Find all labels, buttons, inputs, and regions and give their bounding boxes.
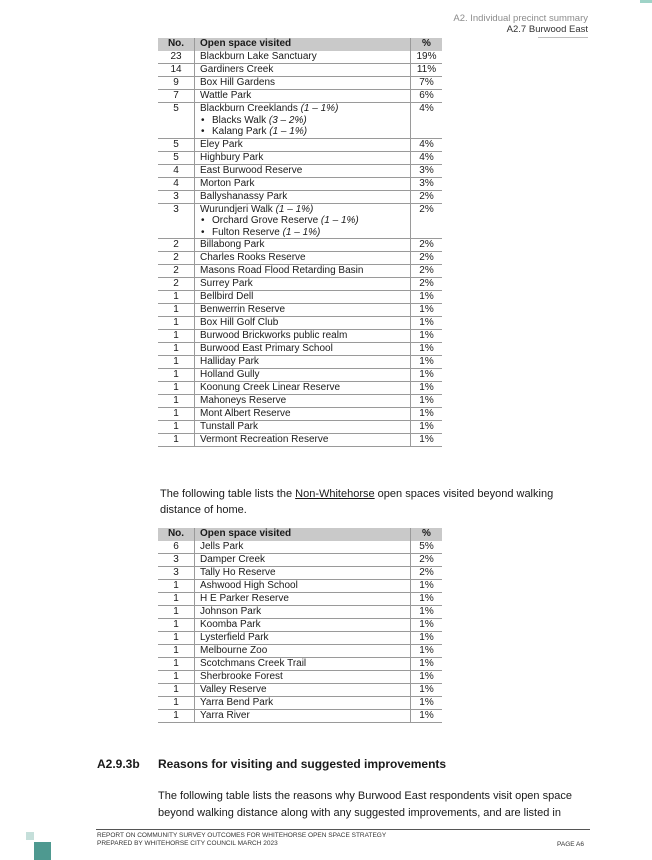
open-space-name-cell (195, 606, 411, 619)
open-space-name-cell (195, 304, 411, 317)
visit-count-cell: 2 (158, 278, 195, 291)
col-header-no: No. (158, 38, 195, 51)
open-space-name-cell (195, 330, 411, 343)
percentage-cell: 1% (411, 330, 443, 343)
open-space-name-cell (195, 278, 411, 291)
visit-count-cell: 3 (158, 190, 195, 203)
open-space-name-cell (195, 190, 411, 203)
percentage-cell: 4% (411, 103, 443, 139)
open-space-name: Wattle Park (200, 90, 252, 101)
percentage-cell: 1% (411, 658, 443, 671)
open-space-name-cell (195, 252, 411, 265)
running-header (453, 13, 588, 35)
table-row (158, 330, 442, 343)
visit-count-cell: 5 (158, 103, 195, 139)
sub-location-note: (1 – 1%) (279, 226, 321, 238)
open-space-name-cell (195, 164, 411, 177)
visit-count-cell: 1 (158, 382, 195, 395)
percentage-cell: 2% (411, 278, 443, 291)
table-row (158, 710, 442, 723)
open-space-name: Sherbrooke Forest (200, 671, 283, 682)
open-space-name: Gardiners Creek (200, 64, 274, 75)
sub-location-name: Kalang Park (212, 126, 267, 137)
table-row (158, 304, 442, 317)
visit-count-cell: 1 (158, 304, 195, 317)
table-row (158, 606, 442, 619)
open-space-name: Burwood East Primary School (200, 343, 333, 354)
visit-count-cell: 3 (158, 567, 195, 580)
table-row (158, 151, 442, 164)
visit-count-cell: 3 (158, 203, 195, 239)
visit-count-cell: 1 (158, 580, 195, 593)
sub-location-item (200, 227, 405, 239)
percentage-cell: 3% (411, 164, 443, 177)
open-space-name: Box Hill Gardens (200, 77, 276, 88)
visit-count-cell: 1 (158, 330, 195, 343)
open-space-name: Blackburn Lake Sanctuary (200, 51, 317, 62)
percentage-cell: 1% (411, 291, 443, 304)
open-space-name: Surrey Park (200, 278, 253, 289)
table-row (158, 265, 442, 278)
percentage-cell: 11% (411, 64, 443, 77)
percentage-cell: 2% (411, 567, 443, 580)
sub-location-note: (1 – 1%) (266, 126, 308, 137)
open-space-name: Lysterfield Park (200, 632, 269, 643)
table-row (158, 103, 442, 139)
visit-count-cell: 7 (158, 90, 195, 103)
percentage-cell: 1% (411, 632, 443, 645)
non-whitehorse-intro (160, 486, 580, 518)
percentage-cell: 1% (411, 645, 443, 658)
open-space-name: Yarra River (200, 710, 250, 721)
table-row (158, 164, 442, 177)
open-space-name-cell (195, 343, 411, 356)
table-row (158, 580, 442, 593)
open-space-name: Koonung Creek Linear Reserve (200, 382, 341, 393)
open-space-name: Vermont Recreation Reserve (200, 434, 329, 445)
table-row (158, 684, 442, 697)
table-row (158, 177, 442, 190)
visit-count-cell: 3 (158, 554, 195, 567)
open-space-name: Halliday Park (200, 356, 259, 367)
open-space-name-cell (195, 369, 411, 382)
open-space-name: Benwerrin Reserve (200, 304, 286, 315)
table-row (158, 343, 442, 356)
percentage-cell: 2% (411, 265, 443, 278)
visit-count-cell: 1 (158, 369, 195, 382)
table-row (158, 356, 442, 369)
open-space-name: Billabong Park (200, 239, 265, 250)
percentage-cell: 1% (411, 593, 443, 606)
open-space-name: Jells Park (200, 541, 244, 552)
percentage-cell: 1% (411, 606, 443, 619)
table-row (158, 317, 442, 330)
open-space-name-cell (195, 151, 411, 164)
visit-count-cell: 1 (158, 593, 195, 606)
table-row (158, 190, 442, 203)
table-row (158, 138, 442, 151)
col-header-no: No. (158, 528, 195, 541)
table-row (158, 697, 442, 710)
visit-count-cell: 1 (158, 632, 195, 645)
open-space-name-cell (195, 265, 411, 278)
footer-text (97, 832, 386, 848)
open-space-name-cell (195, 77, 411, 90)
col-header-pct: % (411, 38, 443, 51)
percentage-cell: 1% (411, 343, 443, 356)
percentage-cell: 1% (411, 421, 443, 434)
percentage-cell: 1% (411, 382, 443, 395)
open-space-name: Tunstall Park (200, 421, 258, 432)
open-space-name: Highbury Park (200, 151, 264, 163)
footer-line-2: PREPARED BY WHITEHORSE CITY COUNCIL MARCH 2023 (97, 840, 278, 847)
open-space-name: Damper Creek (200, 554, 266, 565)
col-header-site: Open space visited (195, 528, 411, 541)
open-space-name: Tally Ho Reserve (200, 567, 276, 578)
footer-rule (96, 829, 590, 830)
sub-location-item (200, 215, 405, 227)
visit-count-cell: 1 (158, 671, 195, 684)
open-space-name-cell (195, 710, 411, 723)
open-space-name-cell (195, 645, 411, 658)
table-header-row (158, 38, 442, 51)
table-row (158, 90, 442, 103)
open-space-name: Blackburn Creeklands (200, 103, 298, 114)
open-space-name-cell (195, 51, 411, 64)
open-space-name-cell (195, 554, 411, 567)
open-space-name-cell (195, 567, 411, 580)
open-space-name-cell (195, 395, 411, 408)
visit-count-cell: 2 (158, 252, 195, 265)
table-row (158, 593, 442, 606)
visit-count-cell: 1 (158, 710, 195, 723)
percentage-cell: 1% (411, 369, 443, 382)
table-row (158, 434, 442, 447)
percentage-cell: 1% (411, 580, 443, 593)
open-space-name-cell (195, 619, 411, 632)
section-title: Reasons for visiting and suggested improvements (158, 757, 447, 771)
table-row (158, 369, 442, 382)
col-header-pct: % (411, 528, 443, 541)
open-space-name-cell (195, 541, 411, 554)
open-space-name-cell (195, 382, 411, 395)
visit-count-cell: 9 (158, 77, 195, 90)
open-space-name-cell (195, 697, 411, 710)
open-space-name-cell (195, 138, 411, 151)
percentage-cell: 7% (411, 77, 443, 90)
open-space-name: Mahoneys Reserve (200, 395, 287, 406)
non-whitehorse-open-space-table (158, 528, 442, 723)
open-space-name-cell (195, 317, 411, 330)
open-space-name: East Burwood Reserve (200, 164, 303, 176)
open-space-name-cell (195, 356, 411, 369)
percentage-cell: 1% (411, 356, 443, 369)
intro-text-before: The following table lists the (160, 488, 296, 500)
open-space-name-cell (195, 684, 411, 697)
open-space-name-cell (195, 103, 411, 139)
header-line-2: A2.7 Burwood East (506, 24, 588, 35)
table-row (158, 382, 442, 395)
open-space-name-cell (195, 593, 411, 606)
footer-logo-square-light (26, 832, 34, 840)
table-row (158, 658, 442, 671)
open-space-name-cell (195, 239, 411, 252)
sub-location-name: Fulton Reserve (212, 226, 280, 238)
open-space-name: Burwood Brickworks public realm (200, 330, 348, 341)
percentage-cell: 1% (411, 434, 443, 447)
percentage-cell: 2% (411, 554, 443, 567)
percentage-cell: 2% (411, 239, 443, 252)
footer-logo-square-dark (34, 842, 51, 860)
visit-count-cell: 1 (158, 356, 195, 369)
open-space-name-cell (195, 658, 411, 671)
sub-location-item (200, 126, 405, 138)
open-space-name-cell (195, 291, 411, 304)
visit-count-cell: 4 (158, 177, 195, 190)
table-row (158, 408, 442, 421)
visit-count-cell: 1 (158, 684, 195, 697)
visit-count-cell: 1 (158, 658, 195, 671)
percentage-cell: 1% (411, 684, 443, 697)
visit-count-cell: 1 (158, 606, 195, 619)
non-whitehorse-link-text: Non-Whitehorse (295, 488, 375, 500)
visit-count-cell: 1 (158, 317, 195, 330)
open-space-name-cell (195, 177, 411, 190)
percentage-cell: 2% (411, 203, 443, 239)
visit-count-cell: 5 (158, 138, 195, 151)
open-space-name: Yarra Bend Park (200, 697, 274, 708)
section-body: The following table lists the reasons why Burwood East respondents visit open space beyond walking distance along with any suggested improvements, and are listed in (158, 790, 572, 819)
open-space-name: Morton Park (200, 177, 255, 189)
open-space-name-cell (195, 671, 411, 684)
table-row (158, 64, 442, 77)
table-row (158, 671, 442, 684)
open-space-name: Masons Road Flood Retarding Basin (200, 265, 364, 276)
percentage-cell: 2% (411, 252, 443, 265)
visit-count-cell: 4 (158, 164, 195, 177)
open-space-name: Koomba Park (200, 619, 261, 630)
open-space-name-cell (195, 421, 411, 434)
percentage-cell: 1% (411, 619, 443, 632)
visit-count-cell: 23 (158, 51, 195, 64)
visit-count-cell: 1 (158, 619, 195, 632)
table-row (158, 239, 442, 252)
page-number: PAGE A6 (557, 841, 584, 848)
percentage-cell: 6% (411, 90, 443, 103)
table-row (158, 77, 442, 90)
table-row (158, 203, 442, 239)
table-row (158, 632, 442, 645)
table-row (158, 421, 442, 434)
visit-count-cell: 1 (158, 408, 195, 421)
table-header-row (158, 528, 442, 541)
open-space-name: Ashwood High School (200, 580, 298, 591)
percentage-cell: 4% (411, 151, 443, 164)
sub-location-name: Blacks Walk (212, 114, 267, 126)
open-space-name: Box Hill Golf Club (200, 317, 279, 328)
open-space-name-cell (195, 632, 411, 645)
header-rule (538, 37, 588, 38)
open-space-name-cell (195, 203, 411, 239)
open-space-name: Holland Gully (200, 369, 260, 380)
open-space-note: (1 – 1%) (272, 203, 314, 215)
open-space-name: Wurundjeri Walk (200, 203, 273, 215)
table-row (158, 278, 442, 291)
open-space-name: Bellbird Dell (200, 291, 254, 302)
open-space-note: (1 – 1%) (297, 103, 339, 114)
percentage-cell: 1% (411, 317, 443, 330)
open-space-name: Valley Reserve (200, 684, 267, 695)
open-space-name: Charles Rooks Reserve (200, 252, 306, 263)
open-space-name: H E Parker Reserve (200, 593, 289, 604)
sub-location-note: (1 – 1%) (318, 215, 359, 226)
open-space-name: Mont Albert Reserve (200, 408, 291, 419)
visit-count-cell: 1 (158, 434, 195, 447)
open-space-name: Ballyshanassy Park (200, 190, 288, 202)
open-space-name-cell (195, 434, 411, 447)
visit-count-cell: 6 (158, 541, 195, 554)
table-row (158, 554, 442, 567)
sub-location-note: (3 – 2%) (266, 114, 307, 126)
visit-count-cell: 2 (158, 239, 195, 252)
section-number: A2.9.3b (97, 757, 140, 771)
visit-count-cell: 14 (158, 64, 195, 77)
visit-count-cell: 1 (158, 697, 195, 710)
sub-location-name: Orchard Grove Reserve (212, 215, 319, 226)
percentage-cell: 1% (411, 697, 443, 710)
percentage-cell: 1% (411, 395, 443, 408)
table-row (158, 252, 442, 265)
percentage-cell: 4% (411, 138, 443, 151)
table-row (158, 645, 442, 658)
table-row (158, 291, 442, 304)
corner-accent (640, 0, 652, 3)
visit-count-cell: 1 (158, 421, 195, 434)
visit-count-cell: 1 (158, 291, 195, 304)
percentage-cell: 19% (411, 51, 443, 64)
table-row (158, 51, 442, 64)
intro-text-after: open spaces visited beyond walking distance of home. (160, 488, 554, 516)
open-space-name-cell (195, 90, 411, 103)
visit-count-cell: 1 (158, 395, 195, 408)
table-row (158, 619, 442, 632)
table-row (158, 541, 442, 554)
open-space-name: Scotchmans Creek Trail (200, 658, 307, 669)
visit-count-cell: 1 (158, 343, 195, 356)
table-row (158, 395, 442, 408)
open-space-visited-table (158, 38, 442, 447)
visit-count-cell: 5 (158, 151, 195, 164)
open-space-name: Melbourne Zoo (200, 645, 268, 656)
footer-line-1: REPORT ON COMMUNITY SURVEY OUTCOMES FOR WHITEHORSE OPEN SPACE STRATEGY (97, 832, 387, 839)
open-space-name-cell (195, 408, 411, 421)
percentage-cell: 1% (411, 710, 443, 723)
percentage-cell: 3% (411, 177, 443, 190)
table-row (158, 567, 442, 580)
sub-location-item (200, 115, 405, 127)
header-line-1: A2. Individual precinct summary (453, 13, 588, 24)
percentage-cell: 1% (411, 408, 443, 421)
open-space-name: Eley Park (200, 138, 243, 150)
percentage-cell: 1% (411, 304, 443, 317)
open-space-name: Johnson Park (200, 606, 262, 617)
percentage-cell: 5% (411, 541, 443, 554)
percentage-cell: 1% (411, 671, 443, 684)
visit-count-cell: 1 (158, 645, 195, 658)
visit-count-cell: 2 (158, 265, 195, 278)
open-space-name-cell (195, 64, 411, 77)
percentage-cell: 2% (411, 190, 443, 203)
open-space-name-cell (195, 580, 411, 593)
col-header-site: Open space visited (195, 38, 411, 51)
